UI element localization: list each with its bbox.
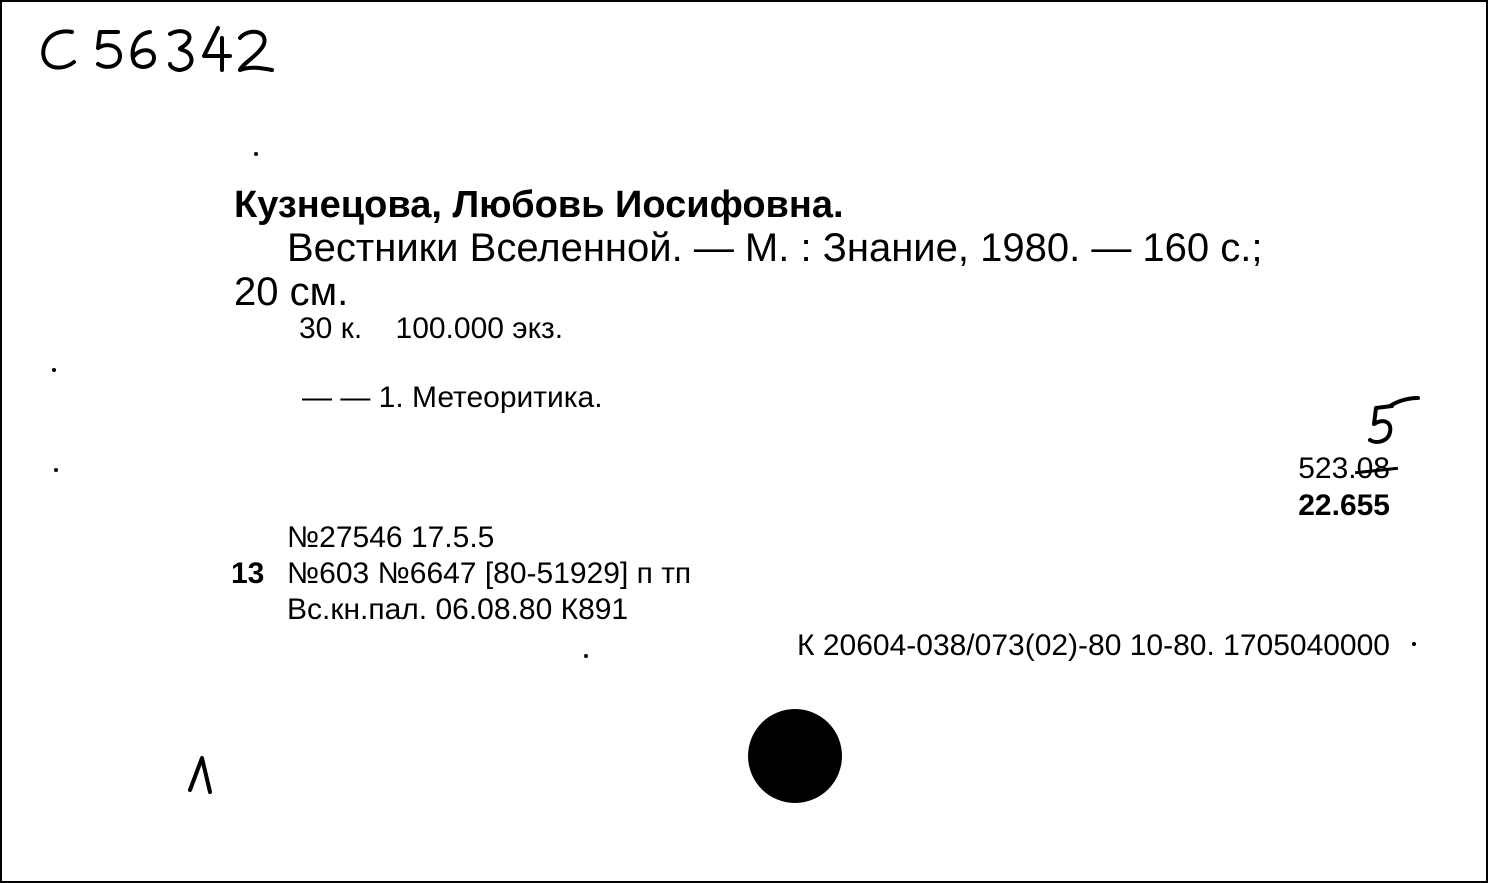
- register-line-1: №27546 17.5.5: [287, 521, 495, 554]
- classification-new: 22.655: [1298, 489, 1390, 522]
- handwritten-copy-mark: [186, 754, 216, 794]
- speck-dot: [54, 468, 58, 472]
- punch-hole: [748, 709, 842, 803]
- speck-dot: [1412, 642, 1416, 646]
- subject-heading: — — 1. Метеоритика.: [302, 381, 603, 414]
- speck-dot: [584, 654, 588, 658]
- dimensions: 20 см.: [234, 270, 349, 314]
- register-line-2-number: 13: [231, 557, 265, 590]
- classification-old-number: 523.: [1298, 452, 1357, 485]
- register-line-2: №603 №6647 [80-51929] п тп: [287, 557, 692, 590]
- handwritten-class-mark: [1362, 394, 1422, 450]
- speck-dot: [254, 152, 258, 156]
- price-print-run: 30 к. 100.000 экз.: [299, 312, 564, 345]
- classification-old: [1298, 454, 1390, 484]
- classification-old-struck: 08: [1356, 452, 1390, 485]
- handwritten-number: [36, 24, 276, 74]
- title-publication-line: Вестники Вселенной. — М. : Знание, 1980. — 160 с.;: [287, 226, 1263, 270]
- register-line-4: К 20604-038/073(02)-80 10-80. 1705040000: [797, 629, 1390, 662]
- speck-dot: [52, 368, 56, 372]
- register-line-3: Вс.кн.пал. 06.08.80 К891: [287, 593, 629, 626]
- author-heading: Кузнецова, Любовь Иосифовна.: [234, 184, 844, 226]
